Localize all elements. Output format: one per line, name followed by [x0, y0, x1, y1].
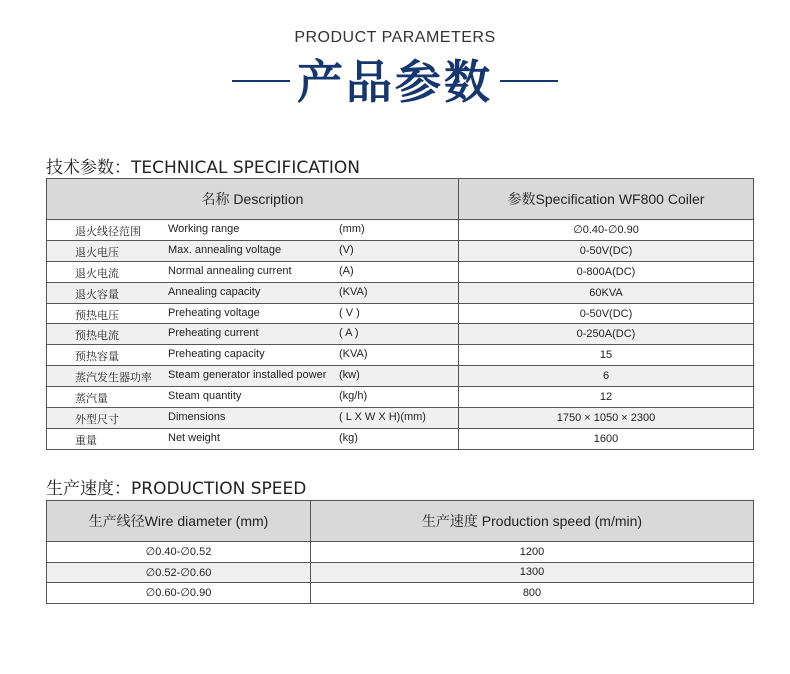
spec-name-cn: 退火容量 [75, 288, 119, 301]
spec-value-cell: 12 [459, 387, 754, 408]
spec-description-cell [47, 366, 459, 387]
spec-name-en: Working range [168, 223, 240, 235]
spec-description-cell [47, 303, 459, 324]
table-row [47, 366, 754, 387]
header-subtitle: PRODUCT PARAMETERS [294, 29, 496, 46]
table-row [47, 387, 754, 408]
spec-value-cell: ∅0.40-∅0.90 [459, 220, 754, 241]
spec-name-cn: 预热容量 [75, 351, 119, 364]
spec-header-specification: 参数Specification WF800 Coiler [459, 179, 754, 220]
header-title: 产品参数 [297, 55, 493, 109]
spec-unit: (A) [339, 264, 354, 277]
production-speed-cell: 1200 [311, 542, 754, 563]
spec-unit: (KVA) [339, 285, 368, 298]
spec-name-cn: 蒸汽发生器功率 [75, 372, 152, 385]
table-row [47, 261, 754, 282]
production-speed-table [46, 500, 754, 604]
spec-name-en: Steam generator installed power [168, 369, 327, 382]
spec-name-en: Preheating voltage [168, 306, 260, 319]
spec-unit: ( V ) [339, 306, 360, 319]
production-speed-cell: 800 [311, 583, 754, 604]
spec-value-cell: 0-800A(DC) [459, 261, 754, 282]
spec-name-cn: 预热电压 [75, 309, 119, 322]
spec-description-cell [47, 261, 459, 282]
spec-description-cell [47, 282, 459, 303]
spec-description-cell [47, 408, 459, 429]
spec-description-cell [47, 324, 459, 345]
wire-diameter-cell: ∅0.60-∅0.90 [47, 583, 311, 604]
spec-description-cell [47, 220, 459, 241]
spec-name-en: Preheating current [168, 327, 259, 340]
table-row [47, 428, 754, 449]
page-header [0, 0, 790, 120]
spec-header-description: 名称 Description [47, 179, 459, 220]
spec-name-cn: 预热电流 [75, 330, 119, 343]
production-speed-cell: 1300 [311, 562, 754, 583]
table-row [47, 542, 754, 563]
spec-name-cn: 重量 [75, 434, 97, 447]
spec-unit: (V) [339, 243, 354, 256]
table-row [47, 282, 754, 303]
spec-name-cn: 外型尺寸 [75, 414, 119, 427]
spec-name-en: Annealing capacity [168, 285, 261, 298]
spec-unit: (kw) [339, 369, 360, 382]
spec-unit: (kg) [339, 431, 358, 444]
spec-value-cell: 6 [459, 366, 754, 387]
spec-description-cell [47, 387, 459, 408]
table-row [47, 303, 754, 324]
spec-value-cell: 15 [459, 345, 754, 366]
spec-description-cell [47, 345, 459, 366]
spec-name-en: Net weight [168, 431, 220, 444]
spec-unit: ( A ) [339, 327, 359, 340]
spec-value-cell: 1600 [459, 428, 754, 449]
speed-header-diameter: 生产线径Wire diameter (mm) [47, 501, 311, 542]
spec-value-cell: 0-250A(DC) [459, 324, 754, 345]
spec-name-cn: 退火电流 [75, 267, 119, 280]
spec-unit: ( L X W X H)(mm) [339, 411, 426, 424]
wire-diameter-cell: ∅0.52-∅0.60 [47, 562, 311, 583]
spec-name-en: Dimensions [168, 411, 226, 424]
spec-description-cell [47, 428, 459, 449]
spec-name-en: Steam quantity [168, 390, 242, 403]
spec-unit: (kg/h) [339, 390, 368, 403]
spec-description-cell [47, 240, 459, 261]
technical-section-title: 技术参数：TECHNICAL SPECIFICATION [46, 158, 361, 178]
table-row [47, 408, 754, 429]
spec-name-en: Preheating capacity [168, 348, 265, 361]
spec-value-cell: 0-50V(DC) [459, 240, 754, 261]
spec-value-cell: 1750 × 1050 × 2300 [459, 408, 754, 429]
spec-unit: (mm) [339, 223, 365, 235]
spec-name-cn: 退火线径范围 [75, 226, 141, 238]
speed-header-row [47, 501, 754, 542]
table-row [47, 345, 754, 366]
spec-name-en: Max. annealing voltage [168, 243, 282, 256]
spec-header-row [47, 179, 754, 220]
table-row [47, 562, 754, 583]
speed-section-title: 生产速度：PRODUCTION SPEED [46, 479, 307, 499]
wire-diameter-cell: ∅0.40-∅0.52 [47, 542, 311, 563]
spec-name-en: Normal annealing current [168, 264, 292, 277]
spec-value-cell: 60KVA [459, 282, 754, 303]
spec-unit: (KVA) [339, 348, 368, 361]
table-row [47, 583, 754, 604]
table-row [47, 324, 754, 345]
speed-header-speed: 生产速度 Production speed (m/min) [311, 501, 754, 542]
technical-spec-table [46, 178, 754, 450]
spec-name-cn: 退火电压 [75, 246, 119, 259]
spec-name-cn: 蒸汽量 [75, 393, 108, 406]
table-row [47, 240, 754, 261]
table-row [47, 220, 754, 241]
spec-value-cell: 0-50V(DC) [459, 303, 754, 324]
